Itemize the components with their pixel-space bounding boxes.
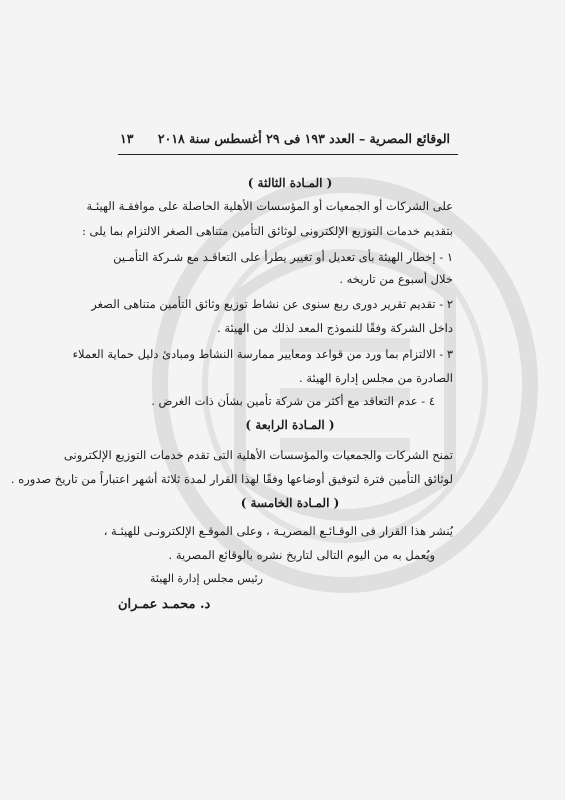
signature-title: رئيس مجلس إدارة الهيئة (150, 572, 263, 585)
article3-line: الصادرة من مجلس إدارة الهيئة . (299, 371, 453, 385)
article3-line: ١ - إخطار الهيئة بأى تعديل أو تغيير يطرأ على التعاقـد مع شـركة التأمـين (113, 250, 453, 264)
article3-line: خلال أسبوع من تاريخه . (339, 272, 453, 286)
article3-line: ٢ - تقديم تقرير دورى ربع سنوى عن نشاط توزيع وثائق التأمين متناهى الصغر (91, 297, 453, 311)
page-number: ١٣ (120, 130, 134, 146)
article3-line: ٣ - الالتزام بما ورد من قواعد ومعايير ممارسة النشاط ومبادئ دليل حماية العملاء (72, 347, 453, 361)
article5-heading: ( المـادة الخامسة ) (240, 496, 340, 510)
article4-line: لوثائق التأمين فترة لتوفيق أوضاعها وفقًا لهذا القرار لمدة ثلاثة أشهر اعتباراً من تاريخ صدوره . (10, 472, 453, 486)
article4-line: تمنح الشركات والجمعيات والمؤسسات الأهلية التى تقدم خدمات التوزيع الإلكترونى (63, 448, 453, 462)
header-divider (118, 154, 458, 155)
article4-heading: ( المـادة الرابعة ) (245, 418, 335, 432)
page-header (120, 128, 450, 148)
article5-line: ويُعمل به من اليوم التالى لتاريخ نشره بالوقائع المصرية . (168, 548, 435, 562)
article3-heading: ( المـادة الثالثة ) (247, 176, 333, 190)
article5-line: يُنشر هذا القرار فى الوقـائـع المصريـة ، وعلى الموقـع الإلكترونـى للهيئـة ، (103, 524, 453, 538)
signature-name: د. محمـد عمـران (118, 597, 211, 612)
header-title: الوقائع المصرية – العدد ١٩٣ فى ٢٩ أغسطس سنة ٢٠١٨ (157, 130, 450, 146)
article3-line: على الشركات أو الجمعيات أو المؤسسات الأهلية الحاصلة على موافقـة الهيئـة (86, 199, 453, 213)
article3-line: بتقديم خدمات التوزيع الإلكترونى لوثائق التأمين متناهى الصغر الالتزام بما يلى : (82, 224, 453, 238)
article3-line: ٤ - عدم التعاقد مع أكثر من شركة تأمين بشأن ذات الغرض . (151, 394, 435, 408)
article3-line: داخل الشركة وفقًا للنموذج المعد لذلك من الهيئة . (217, 321, 453, 335)
